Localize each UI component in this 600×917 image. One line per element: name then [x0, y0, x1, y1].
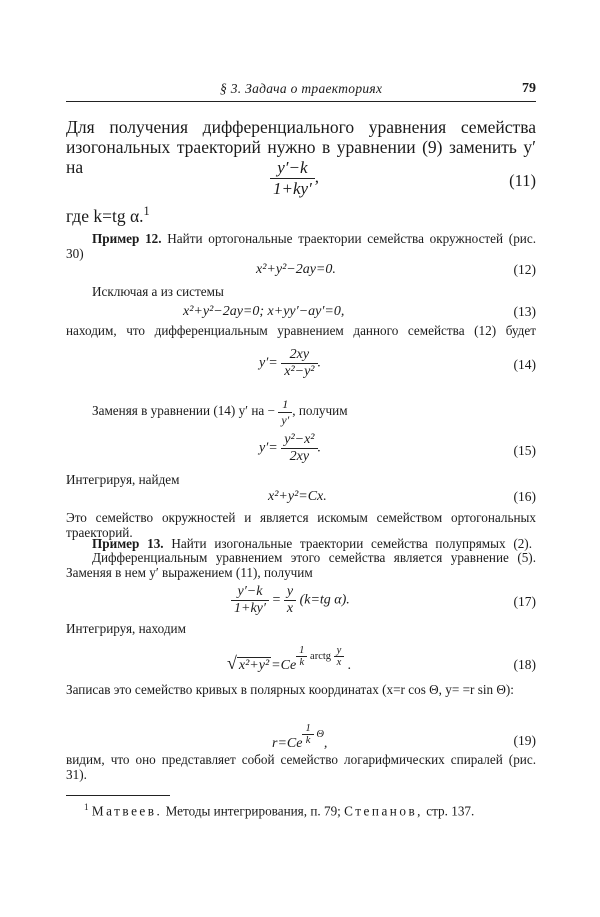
excluding-line: Исключая a из системы — [92, 284, 224, 299]
eq19-label: (19) — [513, 733, 536, 748]
eq17-equals: = — [272, 592, 281, 608]
footnote-author-1: Матвеев. — [91, 803, 163, 819]
eq14-label: (14) — [513, 357, 536, 372]
footnote-rule — [66, 795, 170, 796]
equation-19 — [272, 723, 327, 752]
eq18-exp-denominator: k — [296, 656, 307, 668]
intro-line-1: Для получения дифференциального уравнения семейства — [66, 117, 536, 137]
replacing-tail: , получим — [292, 403, 348, 419]
where-text: где k=tg α. — [66, 205, 144, 226]
eq18-exponent — [296, 645, 344, 668]
example13-text-1: Найти изогональные траектории семейства полупрямых (2). — [171, 536, 532, 551]
page-number: 79 — [522, 81, 536, 96]
eq19-exp-denominator: k — [302, 734, 313, 746]
eq19-lhs: r=Ce — [272, 735, 303, 751]
sqrt-sign: √ — [227, 652, 237, 673]
replace-numerator: 1 — [282, 397, 289, 411]
conclusion-paragraph: Это семейство окружностей и является искомым семейством ортогональных траекторий. — [66, 510, 536, 540]
footnote-mark: 1 — [84, 802, 89, 812]
replacing-line — [92, 397, 532, 427]
example12-text: Найти ортогональные траектории семейства окружностей (рис. 30) — [66, 231, 536, 261]
equation-17 — [231, 584, 350, 617]
eq17-denominator-2: x — [284, 600, 296, 617]
eq12-label: (12) — [513, 262, 536, 277]
eq15-denominator: 2xy — [281, 448, 317, 465]
example13-paragraph: Дифференциальным уравнением этого семейства является уравнение (5). Заменяя в нем y′ выражением (11), получим — [66, 550, 536, 580]
equation-15 — [259, 432, 321, 465]
eq19-theta: Θ — [316, 728, 324, 740]
polar-paragraph: Записав это семейство кривых в полярных координатах (x=r cos Θ, y= =r sin Θ): — [66, 682, 514, 697]
footnote-author-2: Степанов, — [344, 803, 423, 819]
intro-line-2: изогональных траекторий нужно в уравнении (9) заменить y′ на — [66, 137, 536, 177]
eq17-denominator-1: 1+ky′ — [231, 600, 269, 617]
header-rule — [66, 101, 536, 102]
where-line — [66, 204, 150, 227]
eq17-numerator-2: y — [286, 584, 294, 599]
equation-16: x²+y²=Cx. — [268, 489, 327, 504]
equation-12: x²+y²−2ay=0. — [256, 262, 336, 277]
eq15-period: . — [317, 440, 322, 456]
eq18-arctg: arctg — [310, 650, 332, 662]
running-header — [66, 81, 536, 103]
eq18-exp-numerator-2: y — [336, 645, 342, 656]
eq15-lhs: y′= — [259, 440, 278, 456]
eq17-numerator-1: y′−k — [237, 584, 263, 599]
example12-statement — [66, 232, 536, 261]
closing-paragraph: видим, что оно представляет собой семейство логарифмических спиралей (рис. 31). — [66, 752, 536, 782]
eq19-comma: , — [323, 735, 328, 751]
equation-11 — [270, 158, 319, 199]
eq15-label: (15) — [513, 443, 536, 458]
eq11-label: (11) — [509, 171, 536, 190]
equation-14 — [259, 347, 321, 380]
eq15-numerator: y²−x² — [284, 432, 315, 447]
eq18-ce: =Ce — [271, 657, 297, 673]
eq14-denominator: x²−y² — [281, 363, 317, 380]
eq18-radicand: x²+y² — [238, 657, 270, 673]
eq14-numerator: 2xy — [289, 347, 310, 362]
eq19-exp-numerator: 1 — [305, 723, 311, 734]
footnote-ref: 1 — [143, 204, 150, 218]
eq11-denominator: 1+ky′ — [270, 178, 315, 199]
example13-label: Пример 13. — [92, 536, 164, 551]
eq18-period: . — [347, 657, 352, 673]
replacing-text: Заменяя в уравнении (14) y′ на − — [92, 403, 276, 419]
footnote-text-2: стр. 137. — [426, 803, 475, 819]
replace-denominator: y′ — [278, 412, 292, 428]
eq17-label: (17) — [513, 594, 536, 609]
eq14-lhs: y′= — [259, 355, 278, 371]
finding-line: находим, что дифференциальным уравнением данного семейства (12) будет — [66, 323, 536, 338]
section-title: § 3. Задача о траекториях — [220, 81, 383, 96]
integrating-line-2: Интегрируя, находим — [66, 621, 186, 636]
eq18-label: (18) — [513, 657, 536, 672]
eq11-comma: , — [314, 167, 320, 187]
integrating-line: Интегрируя, найдем — [66, 472, 180, 487]
eq14-period: . — [317, 355, 322, 371]
equation-13: x²+y²−2ay=0; x+yy′−ay′=0, — [183, 304, 345, 319]
footnote-text-1: Методы интегрирования, п. 79; — [165, 803, 341, 819]
eq16-label: (16) — [513, 489, 536, 504]
equation-18 — [227, 645, 351, 674]
example12-label: Пример 12. — [92, 231, 162, 246]
eq11-numerator: y′−k — [277, 158, 308, 177]
eq18-exp-numerator: 1 — [299, 645, 305, 656]
eq18-exp-denominator-2: x — [334, 656, 345, 668]
eq13-label: (13) — [513, 304, 536, 319]
eq19-exponent — [302, 723, 323, 746]
eq17-condition: (k=tg α). — [299, 592, 350, 608]
footnote — [84, 802, 474, 819]
